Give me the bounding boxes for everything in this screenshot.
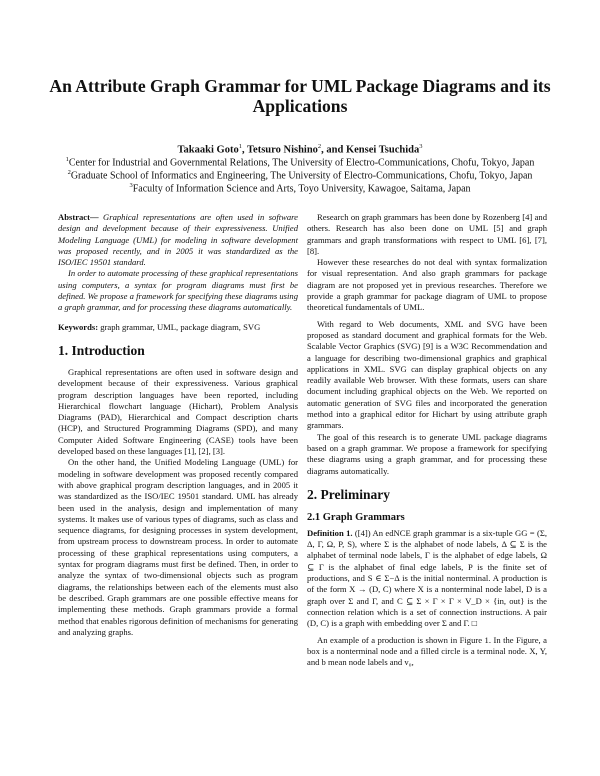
affiliation-sup: 2 <box>67 169 71 176</box>
author-name: Tetsuro Nishino <box>247 144 318 156</box>
right-column <box>307 212 547 668</box>
abstract <box>58 212 298 314</box>
definition-text: ([4]) An edNCE graph grammar is a six-tuple GG = (Σ, Δ, Γ, Ω, P, S), where Σ is the alphabet of node labels, Δ ⊆ Σ is the alphabet of terminal node labels, Γ is the alphabet of edge labels, Ω ⊆ Γ is the alphabet of final edge labels, P is the finite set of productions, and S ∈ Σ−Δ is the initial nonterminal. A production is of the form X → (D, C) where X is a nonterminal node label, D is a graph over Σ and Γ, and C ⊆ Σ × Γ × Γ × V_D × {in, out} is the connection relation which is a set of connection instructions. A pair (D, C) is a graph with embedding over Σ and Γ. □ <box>307 527 547 629</box>
author-name: Takaaki Goto <box>177 144 239 156</box>
author-separator: , <box>241 144 248 156</box>
right-paragraph-2: However these researches do not deal with syntax formalization for visual representation. And also graph grammars for package diagram are not proposed yet in previous researches. Therefore we provide a graph grammar for package diagram of UML to propose theoretical fundamentals of UML. <box>307 257 547 313</box>
author-sup: 1 <box>238 143 242 150</box>
paper-title <box>40 76 560 116</box>
affiliation-text: Graduate School of Informatics and Engineering, The University of Electro-Communications, Chofu, Tokyo, Japan <box>70 170 533 182</box>
title-line-1: An Attribute Graph Grammar for UML Package Diagrams and its <box>49 76 551 96</box>
title-line-2: Applications <box>252 96 348 116</box>
intro-paragraph-2: On the other hand, the Unified Modeling Language (UML) for modeling in software development was proposed recently compared with above graphical program description languages, and in 2005 it was standardized as the ISO/IEC 19501 standard. UML has already been used in the analysis, design and implementation of many systems. It makes use of various types of diagrams, such as class and sequence diagrams, for designing processes in system development, from upstream process to downstream process. In order to automate processing of these graphical representations using computers, a syntax for program diagrams must first be defined. Then, in order to analyze the syntax of two-dimensional objects such as program diagrams, the relationships between each of the elements must also be described. Graph grammars are one possible effective means for implementing these methods. Graph grammars provide a formal method that enables rigorous definition of mechanisms for generating and analyzing graphs. <box>58 457 298 637</box>
affiliation-3 <box>20 182 580 194</box>
right-paragraph-4: The goal of this research is to generate UML package diagrams based on a graph grammar. We propose a framework for specifying these diagrams using a graph grammar, and for processing these diagrams automatically. <box>307 431 547 476</box>
author-sup: 2 <box>317 143 322 150</box>
subsection-heading-graph-grammars: 2.1 Graph Grammars <box>307 511 405 523</box>
abstract-paragraph-2: In order to automate processing of these graphical representations using computers, a syntax for program diagrams must first be defined. We propose a framework for specifying these diagrams using a graph grammar, and for processing these diagrams automatically. <box>58 268 298 313</box>
keywords-text: graph grammar, UML, package diagram, SVG <box>98 321 261 332</box>
section-heading-introduction: 1. Introduction <box>58 342 145 358</box>
intro-paragraph-1: Graphical representations are often used in software design and development because of their expressiveness. Various graphical program description languages have been reported, including Hierarchical flowchart language (Hichart), Problem Analysis Diagrams (PAD), Hierarchical and Compact description charts (HCP), and Structured Programming Diagrams (SPD), and many Computer Aided Software Engineering (CASE) tools have been developed based on these languages [1], [2], [3]. <box>58 366 298 457</box>
affiliation-sup: 3 <box>129 182 133 189</box>
abstract-paragraph-1 <box>58 212 298 268</box>
right-paragraph-3: With regard to Web documents, XML and SVG have been proposed as standard document and graphical formats for the Web. Scalable Vector Graphics (SVG) [9] is a W3C Recommendation and a language for describing two-dimensional graphics and graphical applications in XML. SVG can display graphical objects on any readily available Web browser. With these formats, users can share document including graphical objects on the Web. We reported on automatic generation of SVG files and incorporated the generation method into a graphical editor for Hichart by using attribute graph grammars. <box>307 318 547 431</box>
author-list <box>40 143 560 156</box>
affiliation-text: Center for Industrial and Governmental Relations, The University of Electro-Communications, Chofu, Tokyo, Japan <box>68 157 535 169</box>
right-paragraph-1: Research on graph grammars has been done by Rozenberg [4] and others. Research has also been done on UML [5] and graph grammars and graph transformations with respect to UML [6], [7], [8]. <box>307 212 547 256</box>
author-separator: , and <box>321 144 346 156</box>
section-heading-preliminary: 2. Preliminary <box>307 486 390 502</box>
author-name: Kensei Tsuchida <box>345 144 420 156</box>
right-paragraph-5: An example of a production is shown in Figure 1. In the Figure, a box is a nonterminal node and a filled circle is a terminal node. X, Y, and b mean node labels and v₀, <box>307 634 547 668</box>
definition-label: Definition 1. <box>307 527 353 538</box>
abstract-label: Abstract— <box>58 212 99 222</box>
keywords-label: Keywords: <box>58 321 99 332</box>
affiliation-2 <box>20 169 580 181</box>
affiliation-sup: 1 <box>65 156 69 163</box>
definition-1 <box>307 528 547 630</box>
abstract-text: Graphical representations are often used in software design and development because of their expressiveness. Unified Modeling Language (UML) for modeling in software development was proposed recently, and in 2005 it was standardized as the ISO/IEC 19501 standard. <box>58 212 298 268</box>
affiliation-1 <box>20 156 580 168</box>
author-sup: 3 <box>419 143 423 150</box>
left-column <box>58 212 298 638</box>
affiliation-text: Faculty of Information Science and Arts, Toyo University, Kawagoe, Saitama, Japan <box>132 183 471 195</box>
keywords <box>58 322 298 333</box>
